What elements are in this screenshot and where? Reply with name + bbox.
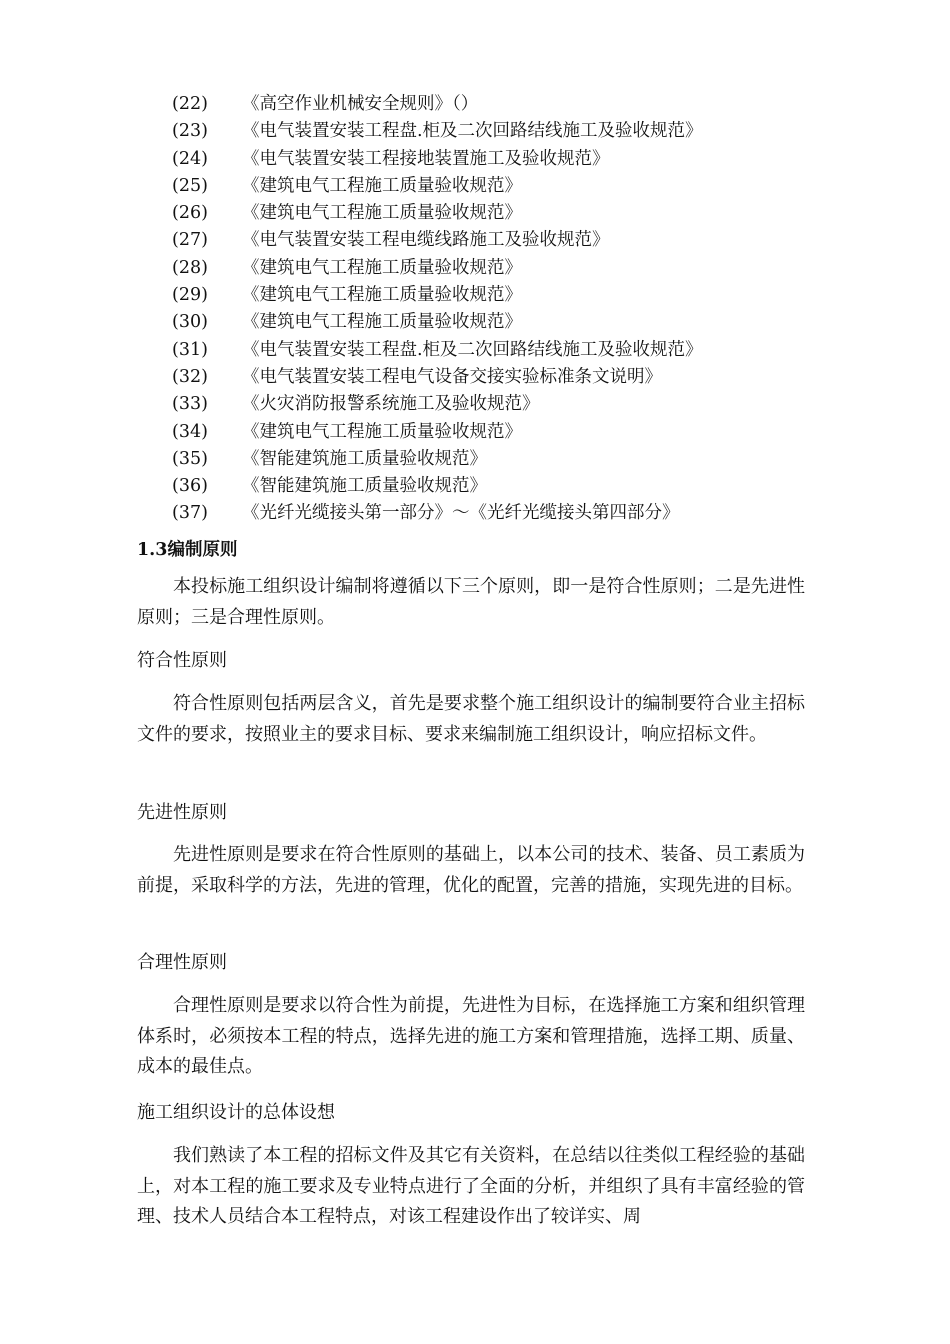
advanced-principle-body: 先进性原则是要求在符合性原则的基础上，以本公司的技术、装备、员工素质为前提，采取科学的方法，先进的管理，优化的配置，完善的措施，实现先进的目标。 (137, 844, 805, 896)
section-heading: 1.3编制原则 (137, 540, 238, 560)
reference-number: (29) (172, 285, 208, 306)
reference-item (172, 500, 703, 527)
reference-item (172, 309, 703, 336)
reference-title: 《电气装置安装工程接地装置施工及验收规范》 (242, 148, 610, 169)
reference-number: (22) (172, 94, 208, 114)
reference-title: 《智能建筑施工质量验收规范》 (242, 448, 487, 469)
reference-item (172, 227, 703, 254)
reference-item (172, 473, 703, 500)
overall-concept-body: 我们熟读了本工程的招标文件及其它有关资料，在总结以往类似工程经验的基础上，对本工程的施工要求及专业特点进行了全面的分析，并组织了具有丰富经验的管理、技术人员结合本工程特点，对该工程建设作出了较详实、周 (137, 1145, 805, 1227)
reference-number: (33) (172, 394, 208, 415)
reference-title: 《电气装置安装工程电缆线路施工及验收规范》 (242, 230, 610, 251)
reference-item (172, 364, 703, 391)
reference-title: 《建筑电气工程施工质量验收规范》 (242, 312, 522, 333)
reference-item (172, 446, 703, 473)
reference-number: (32) (172, 366, 208, 387)
rational-principle-body: 合理性原则是要求以符合性为前提，先进性为目标，在选择施工方案和组织管理体系时，必须按本工程的特点，选择先进的施工方案和管理措施，选择工期、质量、成本的最佳点。 (137, 995, 805, 1077)
reference-item (172, 200, 703, 227)
reference-number: (23) (172, 121, 208, 142)
reference-number: (26) (172, 203, 208, 224)
reference-item (172, 419, 703, 446)
reference-item (172, 337, 703, 364)
reference-title: 《建筑电气工程施工质量验收规范》 (242, 257, 522, 278)
reference-title: 《火灾消防报警系统施工及验收规范》 (242, 394, 540, 415)
reference-number: (25) (172, 175, 208, 196)
reference-number: (37) (172, 503, 208, 524)
overall-concept-title: 施工组织设计的总体设想 (137, 1102, 335, 1123)
reference-title: 《智能建筑施工质量验收规范》 (242, 476, 487, 497)
reference-item (172, 91, 703, 118)
reference-title: 《建筑电气工程施工质量验收规范》 (242, 203, 522, 224)
reference-title: 《电气装置安装工程电气设备交接实验标准条文说明》 (242, 366, 662, 387)
reference-number: (36) (172, 476, 208, 497)
reference-item (172, 282, 703, 309)
reference-number: (24) (172, 148, 208, 169)
reference-item (172, 255, 703, 282)
reference-number: (35) (172, 448, 208, 469)
reference-title: 《建筑电气工程施工质量验收规范》 (242, 421, 522, 442)
reference-number: (34) (172, 421, 208, 442)
reference-item (172, 173, 703, 200)
intro-paragraph: 本投标施工组织设计编制将遵循以下三个原则，即一是符合性原则；二是先进性原则；三是合理性原则。 (137, 576, 805, 628)
reference-title: 《光纤光缆接头第一部分》～《光纤光缆接头第四部分》 (242, 503, 680, 524)
reference-title: 《电气装置安装工程盘.柜及二次回路结线施工及验收规范》 (242, 121, 703, 142)
reference-number: (28) (172, 257, 208, 278)
conformity-principle-title: 符合性原则 (137, 650, 227, 671)
rational-principle-title: 合理性原则 (137, 952, 227, 973)
conformity-principle-body: 符合性原则包括两层含义，首先是要求整个施工组织设计的编制要符合业主招标文件的要求，按照业主的要求目标、要求来编制施工组织设计，响应招标文件。 (137, 693, 805, 745)
reference-list (172, 91, 703, 528)
advanced-principle-title: 先进性原则 (137, 802, 227, 823)
reference-item (172, 118, 703, 145)
reference-number: (31) (172, 339, 208, 360)
reference-title: 《建筑电气工程施工质量验收规范》 (242, 285, 522, 306)
reference-number: (30) (172, 312, 208, 333)
reference-item (172, 391, 703, 418)
reference-title: 《高空作业机械安全规则》（） (242, 94, 479, 114)
reference-item (172, 146, 703, 173)
reference-title: 《电气装置安装工程盘.柜及二次回路结线施工及验收规范》 (242, 339, 703, 360)
reference-title: 《建筑电气工程施工质量验收规范》 (242, 175, 522, 196)
reference-number: (27) (172, 230, 208, 251)
